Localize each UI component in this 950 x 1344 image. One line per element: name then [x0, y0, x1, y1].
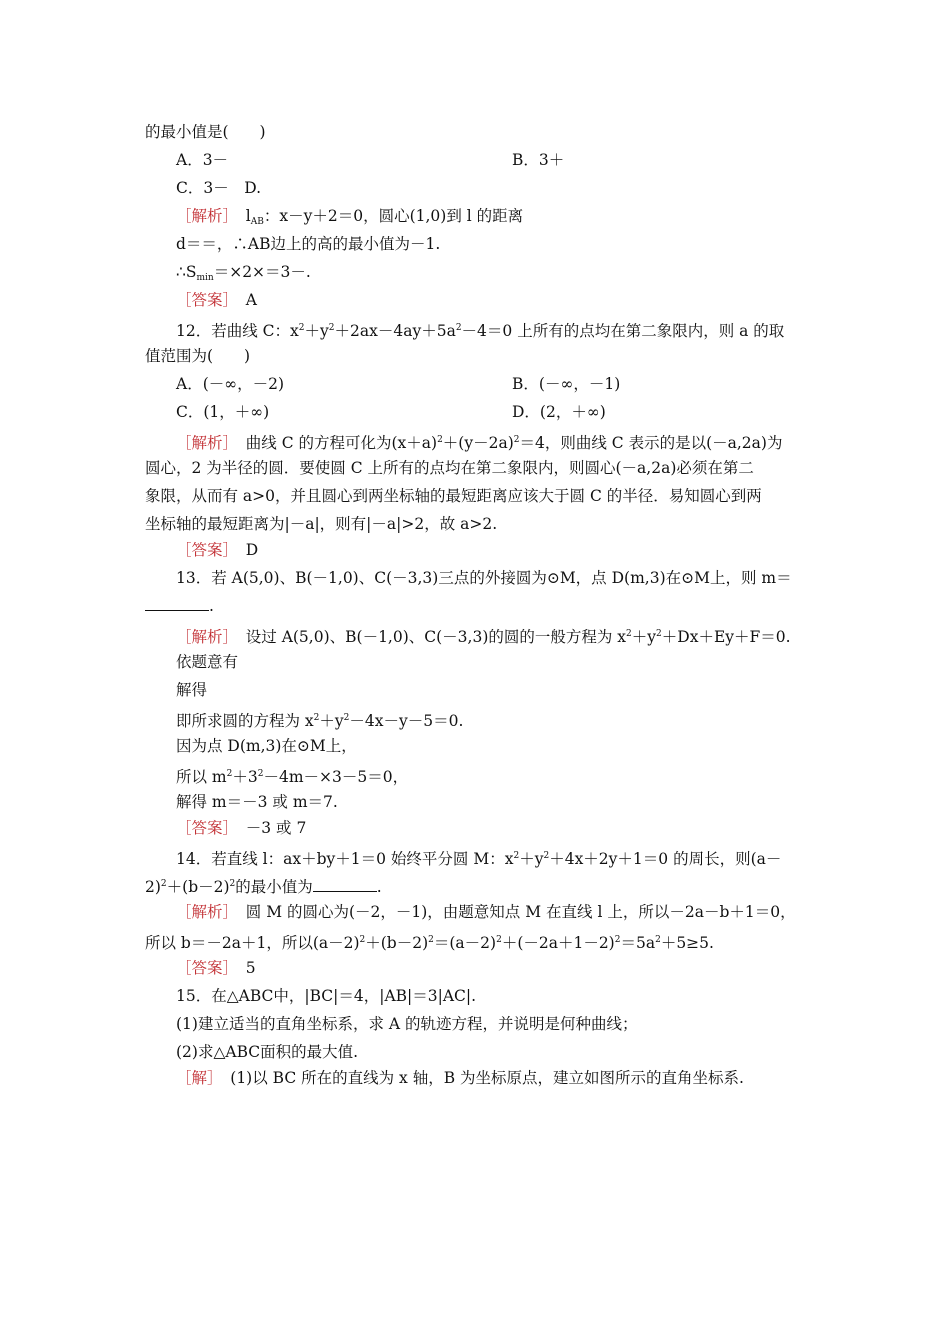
- analysis-tag: ［解析］: [176, 903, 231, 921]
- option-a: A．(－∞，－2): [176, 375, 285, 393]
- analysis-tag: ［解析］: [176, 628, 231, 646]
- text-line: 解得: [176, 681, 208, 699]
- answer-line: ［答案］ 5: [176, 959, 256, 977]
- text-line: 所以 $m^2+3^2-4m-\times 3-5=0$，: [176, 768, 409, 786]
- option-d: D．(2，＋∞): [512, 403, 606, 421]
- analysis-line: ［解析］ $l_{AB}$：x－y＋2＝0，圆心(1,0)到 l 的距离: [176, 207, 524, 227]
- analysis-line: ［解析］ 圆 M 的圆心为(－2，－1)，由题意知点 M 在直线 l 上，所以－2a－b＋1＝0，: [176, 903, 796, 921]
- text-line: 因为点 D(m,3)在⊙M上，: [176, 737, 357, 755]
- answer-blank: [145, 596, 209, 611]
- answer-line: ［答案］ －3 或 7: [176, 819, 307, 837]
- text-line: 值范围为( ): [145, 347, 251, 365]
- answer-tag: ［答案］: [176, 959, 231, 977]
- answer-blank: [313, 877, 377, 892]
- analysis-line: ［解析］ 设过 A(5,0)、B(－1,0)、C(－3,3)的圆的一般方程为 $x^2+y^2+Dx+Ey+F=0$.: [176, 628, 791, 646]
- text-line: 解得 m＝－3 或 m＝7.: [176, 793, 338, 811]
- option-b: B．3＋: [512, 151, 565, 169]
- question-15: 15．在△ABC中，|BC|＝4，|AB|＝3|AC|.: [176, 987, 477, 1005]
- option-a: A．3－: [176, 151, 229, 169]
- text-line: $2)^2+(b-2)^2$的最小值为 .: [145, 878, 382, 896]
- text-line: 的最小值是( ): [145, 123, 266, 141]
- text-line: 坐标轴的最短距离为|－a|，则有|－a|>2，故 a>2.: [145, 515, 498, 533]
- answer-line: ［答案］ D: [176, 541, 259, 559]
- text-line: 所以 b＝－2a＋1，所以$(a-2)^2+(b-2)^2=(a-2)^2+(-2a+1-2)^2=5a^2+5\ge 5$.: [145, 934, 714, 952]
- answer-tag: ［答案］: [176, 819, 231, 837]
- option-c: C．(1，＋∞): [176, 403, 270, 421]
- analysis-tag: ［解析］: [176, 434, 231, 452]
- text-line: d＝＝，∴AB边上的高的最小值为－1.: [176, 235, 441, 253]
- text-line: .: [145, 596, 214, 616]
- text-line: (2)求△ABC面积的最大值.: [176, 1043, 359, 1061]
- text-line: 即所求圆的方程为 $x^2+y^2-4x-y-5=0$.: [176, 712, 464, 730]
- option-c-d: C．3－ D.: [176, 179, 262, 197]
- text-line: 象限，从而有 a>0，并且圆心到两坐标轴的最短距离应该大于圆 C 的半径．易知圆心到两: [145, 487, 762, 505]
- text-line: 圆心，2 为半径的圆．要使圆 C 上所有的点均在第二象限内，则圆心(－a,2a)必须在第二: [145, 459, 754, 477]
- answer-line: ［答案］ A: [176, 291, 257, 309]
- question-13: 13．若 A(5,0)、B(－1,0)、C(－3,3)三点的外接圆为⊙M，点 D(m,3)在⊙M上，则 m＝: [176, 569, 792, 587]
- answer-tag: ［答案］: [176, 291, 231, 309]
- option-b: B．(－∞，－1): [512, 375, 621, 393]
- answer-tag: ［答案］: [176, 541, 231, 559]
- solution-line: ［解］ (1)以 BC 所在的直线为 x 轴，B 为坐标原点，建立如图所示的直角坐标系.: [176, 1069, 744, 1087]
- question-12: 12．若曲线 C：$x^2+y^2+2ax-4ay+5a^2-4=0$ 上所有的点均在第二象限内，则 a 的取: [176, 322, 785, 340]
- question-14: 14．若直线 l：ax＋by＋1＝0 始终平分圆 M：$x^2+y^2+4x+2y+1=0$ 的周长，则(a－: [176, 850, 782, 868]
- text-line: 依题意有: [176, 653, 239, 671]
- analysis-line: ［解析］ 曲线 C 的方程可化为$(x+a)^2+(y-2a)^2=4$，则曲线 C 表示的是以(－a,2a)为: [176, 434, 783, 452]
- analysis-tag: ［解析］: [176, 207, 231, 225]
- text-line: $\therefore S_{min}=\times 2\times=3-$.: [176, 263, 311, 283]
- text-line: (1)建立适当的直角坐标系，求 A 的轨迹方程，并说明是何种曲线；: [176, 1015, 638, 1033]
- solution-tag: ［解］: [176, 1069, 215, 1087]
